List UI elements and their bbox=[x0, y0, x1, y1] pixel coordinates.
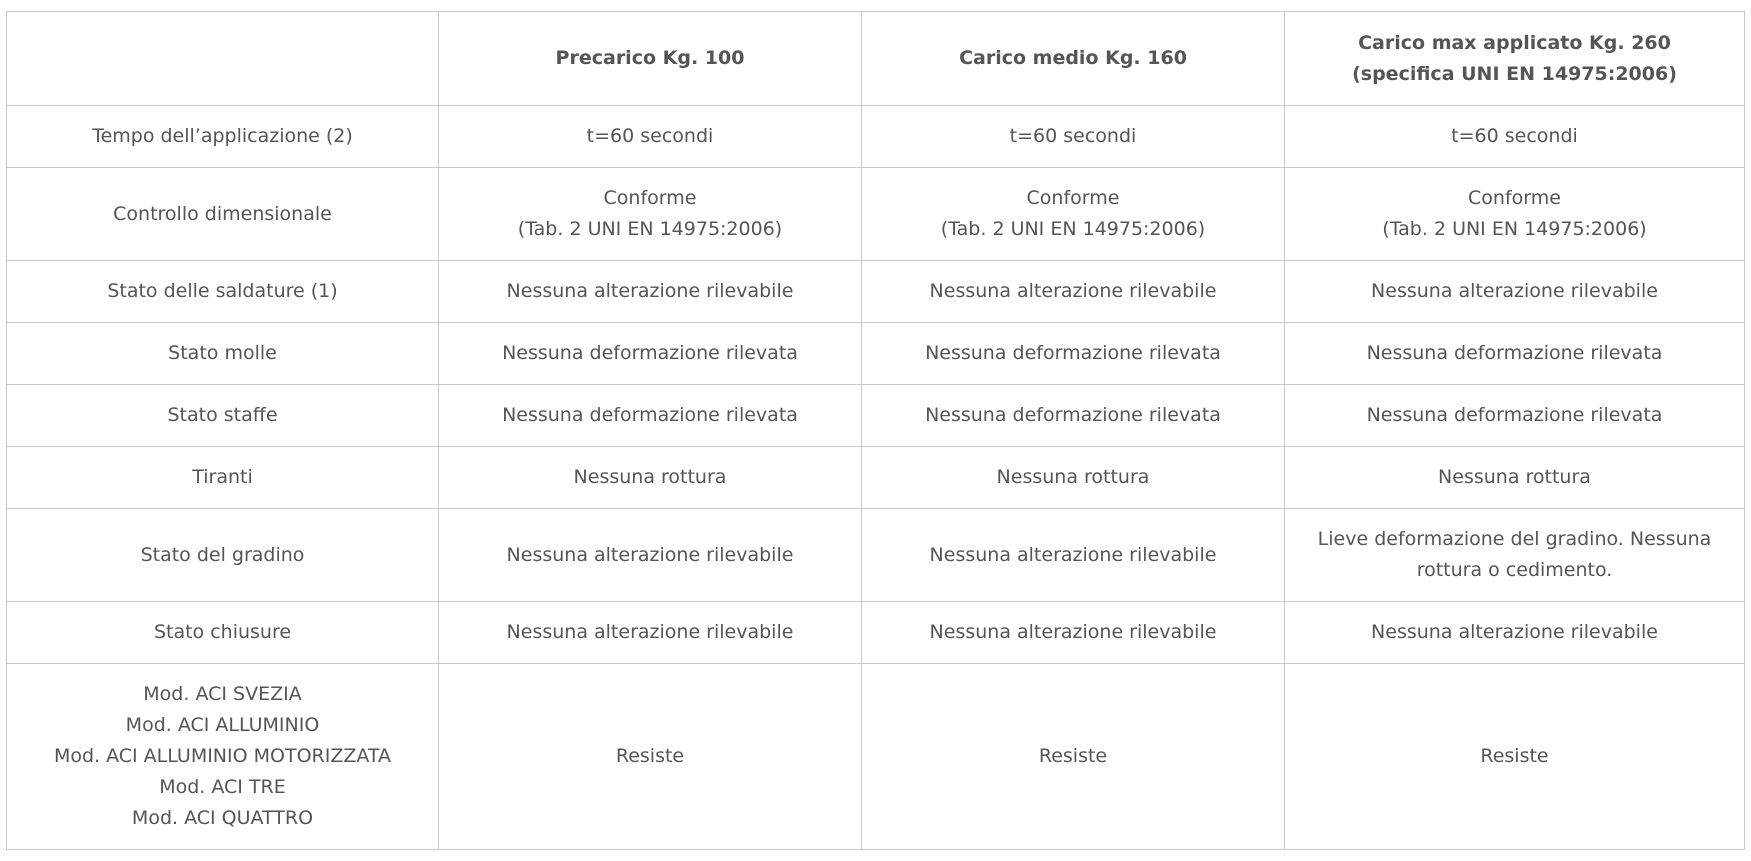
table-cell: Nessuna alterazione rilevabile bbox=[862, 261, 1285, 323]
table-row bbox=[7, 261, 1745, 323]
row-label: Tempo dell’applicazione (2) bbox=[7, 106, 439, 168]
row-label: Stato delle saldature (1) bbox=[7, 261, 439, 323]
table-row bbox=[7, 385, 1745, 447]
table-cell: Resiste bbox=[862, 664, 1285, 850]
table-row bbox=[7, 664, 1745, 850]
header-carico-max: Carico max applicato Kg. 260 (specifica UNI EN 14975:2006) bbox=[1285, 12, 1745, 106]
table-cell: Nessuna rottura bbox=[862, 447, 1285, 509]
table-cell: Nessuna alterazione rilevabile bbox=[1285, 261, 1745, 323]
row-label: Stato molle bbox=[7, 323, 439, 385]
header-corner-cell bbox=[7, 12, 439, 106]
table-cell: Nessuna rottura bbox=[439, 447, 862, 509]
header-precarico: Precarico Kg. 100 bbox=[439, 12, 862, 106]
table-row bbox=[7, 323, 1745, 385]
row-label: Tiranti bbox=[7, 447, 439, 509]
table-row bbox=[7, 168, 1745, 261]
table-cell: Nessuna alterazione rilevabile bbox=[862, 509, 1285, 602]
table-cell: Nessuna alterazione rilevabile bbox=[1285, 602, 1745, 664]
header-carico-medio: Carico medio Kg. 160 bbox=[862, 12, 1285, 106]
table-row bbox=[7, 602, 1745, 664]
table-cell: Resiste bbox=[439, 664, 862, 850]
table-cell: Lieve deformazione del gradino. Nessuna rottura o cedimento. bbox=[1285, 509, 1745, 602]
table-cell: Nessuna deformazione rilevata bbox=[1285, 385, 1745, 447]
row-label: Stato chiusure bbox=[7, 602, 439, 664]
table-cell: t=60 secondi bbox=[862, 106, 1285, 168]
table-cell: Resiste bbox=[1285, 664, 1745, 850]
test-results-table bbox=[6, 11, 1745, 850]
table-cell: t=60 secondi bbox=[1285, 106, 1745, 168]
row-label: Controllo dimensionale bbox=[7, 168, 439, 261]
table-cell: Nessuna deformazione rilevata bbox=[439, 323, 862, 385]
table-cell: Nessuna alterazione rilevabile bbox=[439, 261, 862, 323]
header-row bbox=[7, 12, 1745, 106]
table-cell: Nessuna alterazione rilevabile bbox=[439, 602, 862, 664]
table-row bbox=[7, 509, 1745, 602]
table-row bbox=[7, 106, 1745, 168]
table-cell: Nessuna deformazione rilevata bbox=[1285, 323, 1745, 385]
table-cell: Nessuna deformazione rilevata bbox=[439, 385, 862, 447]
row-label-models: Mod. ACI SVEZIA Mod. ACI ALLUMINIO Mod. ACI ALLUMINIO MOTORIZZATA Mod. ACI TRE Mod. ACI QUATTRO bbox=[7, 664, 439, 850]
table-cell: Conforme (Tab. 2 UNI EN 14975:2006) bbox=[862, 168, 1285, 261]
row-label: Stato staffe bbox=[7, 385, 439, 447]
table-cell: Nessuna deformazione rilevata bbox=[862, 323, 1285, 385]
table-cell: Conforme (Tab. 2 UNI EN 14975:2006) bbox=[1285, 168, 1745, 261]
row-label: Stato del gradino bbox=[7, 509, 439, 602]
table-row bbox=[7, 447, 1745, 509]
table-cell: Nessuna rottura bbox=[1285, 447, 1745, 509]
table-cell: Nessuna alterazione rilevabile bbox=[862, 602, 1285, 664]
table-cell: Conforme (Tab. 2 UNI EN 14975:2006) bbox=[439, 168, 862, 261]
table-cell: Nessuna alterazione rilevabile bbox=[439, 509, 862, 602]
table-cell: t=60 secondi bbox=[439, 106, 862, 168]
table-cell: Nessuna deformazione rilevata bbox=[862, 385, 1285, 447]
